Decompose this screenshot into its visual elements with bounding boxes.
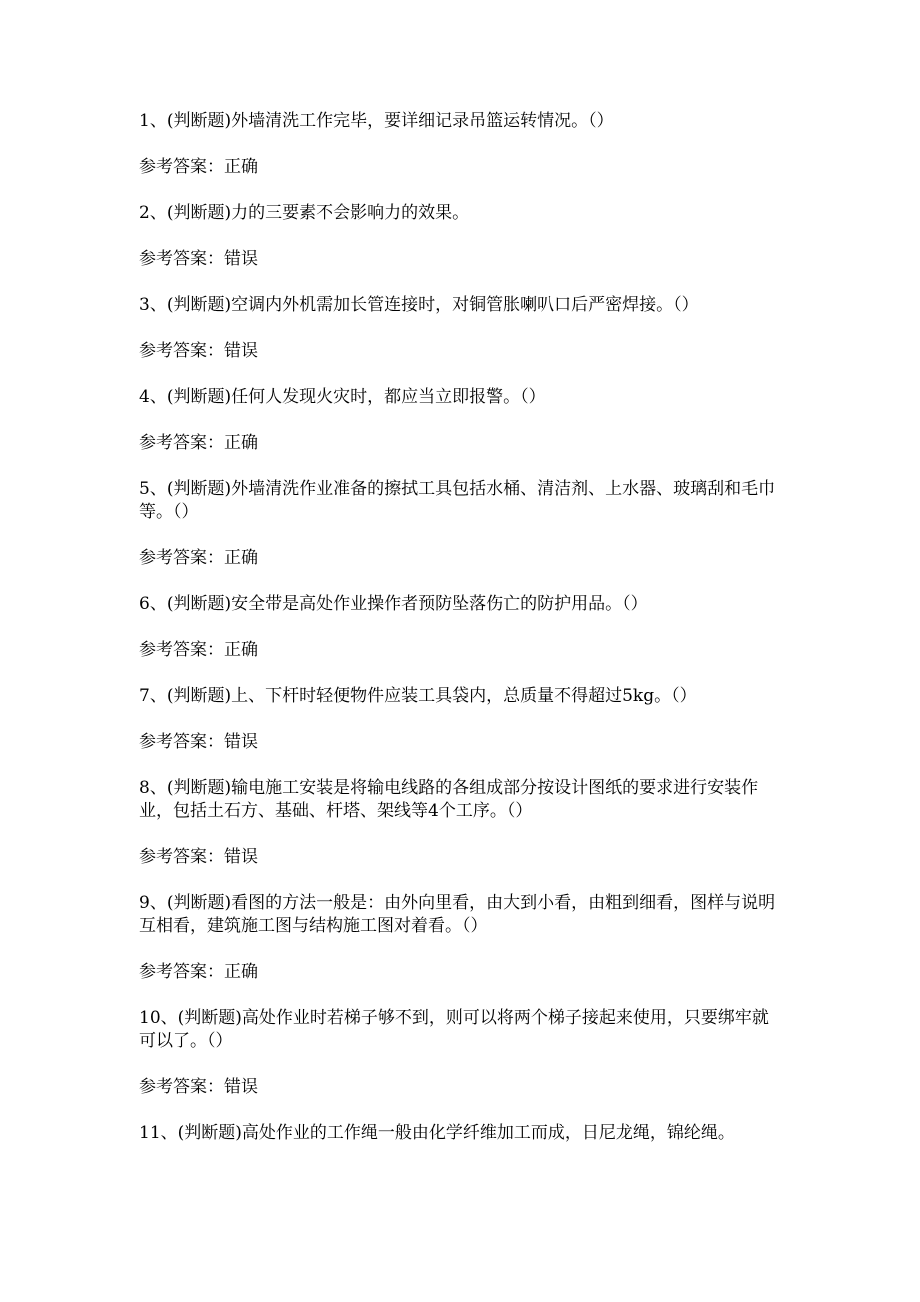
- answer-line: [139, 961, 783, 984]
- answer-line: [139, 731, 783, 754]
- answer-label: 参考答案：: [139, 548, 224, 568]
- question-text: 1、(判断题)外墙清洗工作完毕，要详细记录吊篮运转情况。（）: [139, 111, 614, 131]
- question-item: [139, 1122, 783, 1145]
- answer-label: 参考答案：: [139, 249, 224, 269]
- answer-line: [139, 547, 783, 570]
- answer-label: 参考答案：: [139, 847, 224, 867]
- answer-line: [139, 340, 783, 363]
- answer-value: 错误: [224, 847, 258, 867]
- answer-label: 参考答案：: [139, 640, 224, 660]
- answer-label: 参考答案：: [139, 157, 224, 177]
- question-item: [139, 202, 783, 271]
- answer-label: 参考答案：: [139, 433, 224, 453]
- answer-value: 正确: [224, 157, 258, 177]
- answer-value: 错误: [224, 1077, 258, 1097]
- question-item: [139, 478, 783, 570]
- answer-label: 参考答案：: [139, 732, 224, 752]
- question-item: [139, 593, 783, 662]
- answer-label: 参考答案：: [139, 1077, 224, 1097]
- question-text: 3、(判断题)空调内外机需加长管连接时，对铜管胀喇叭口后严密焊接。（）: [139, 295, 699, 315]
- question-item: [139, 1007, 783, 1099]
- answer-line: [139, 639, 783, 662]
- answer-value: 错误: [224, 732, 258, 752]
- question-text: 7、(判断题)上、下杆时轻便物件应装工具袋内，总质量不得超过5kg。（）: [139, 686, 697, 706]
- question-text: 5、(判断题)外墙清洗作业准备的擦拭工具包括水桶、清洁剂、上水器、玻璃刮和毛巾等。（）: [139, 479, 776, 522]
- question-text: 4、(判断题)任何人发现火灾时，都应当立即报警。（）: [139, 387, 546, 407]
- question-text: 8、(判断题)输电施工安装是将输电线路的各组成部分按设计图纸的要求进行安装作业，包括土石方、基础、杆塔、架线等4个工序。（）: [139, 778, 759, 821]
- question-text: 10、(判断题)高处作业时若梯子够不到，则可以将两个梯子接起来使用，只要绑牢就可以了。（）: [139, 1008, 769, 1051]
- question-item: [139, 892, 783, 984]
- question-item: [139, 110, 783, 179]
- answer-line: [139, 248, 783, 271]
- document-page: [139, 110, 783, 1168]
- answer-line: [139, 432, 783, 455]
- answer-line: [139, 1076, 783, 1099]
- question-item: [139, 294, 783, 363]
- answer-line: [139, 846, 783, 869]
- question-text: 2、(判断题)力的三要素不会影响力的效果。: [139, 203, 470, 223]
- answer-line: [139, 156, 783, 179]
- question-item: [139, 386, 783, 455]
- answer-label: 参考答案：: [139, 962, 224, 982]
- answer-value: 正确: [224, 548, 258, 568]
- answer-value: 正确: [224, 433, 258, 453]
- question-text: 9、(判断题)看图的方法一般是：由外向里看，由大到小看，由粗到细看，图样与说明互相看，建筑施工图与结构施工图对着看。（）: [139, 893, 776, 936]
- answer-value: 正确: [224, 962, 258, 982]
- question-text: 6、(判断题)安全带是高处作业操作者预防坠落伤亡的防护用品。（）: [139, 594, 648, 614]
- question-text: 11、(判断题)高处作业的工作绳一般由化学纤维加工而成，日尼龙绳，锦纶绳。: [139, 1123, 735, 1143]
- question-item: [139, 777, 783, 869]
- answer-value: 错误: [224, 249, 258, 269]
- answer-value: 正确: [224, 640, 258, 660]
- answer-value: 错误: [224, 341, 258, 361]
- question-item: [139, 685, 783, 754]
- answer-label: 参考答案：: [139, 341, 224, 361]
